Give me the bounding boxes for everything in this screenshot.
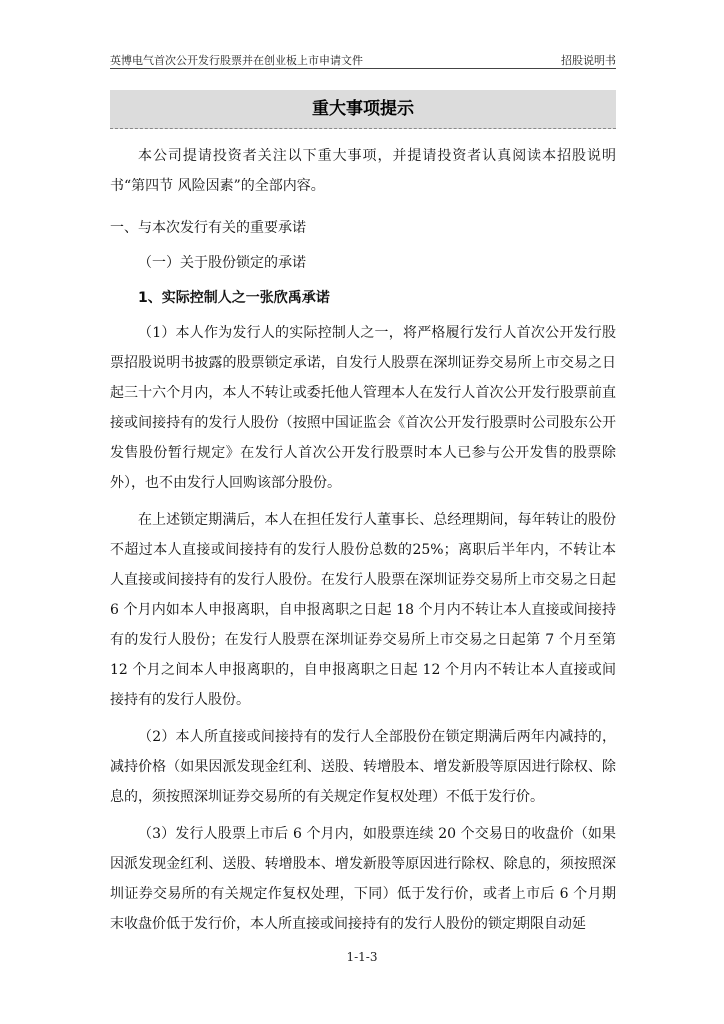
body-paragraph: （3）发行人股票上市后 6 个月内，如股票连续 20 个交易日的收盘价（如果因派发现金红利、送股、转增股本、增发新股等原因进行除权、除息的，须按照深圳证券交易所的有关规定作复权处理，下同）低于发行价，或者上市后 6 个月期末收盘价低于发行价，本人所直接或间接持有的发行人股份的锁定期限自动延 <box>110 826 616 932</box>
section-heading-1: 一、与本次发行有关的重要承诺 <box>110 220 306 236</box>
document-body <box>110 141 616 939</box>
header-document-title: 英博电气首次公开发行股票并在创业板上市申请文件 <box>110 54 363 67</box>
body-paragraph: （2）本人所直接或间接持有的发行人全部股份在锁定期满后两年内减持的，减持价格（如果因派发现金红利、送股、转增股本、增发新股等原因进行除权、除息的，须按照深圳证券交易所的有关规定作复权处理）不低于发行价。 <box>110 729 616 805</box>
header-section-label: 招股说明书 <box>561 54 616 67</box>
subsection-heading-1: （一）关于股份锁定的承诺 <box>138 255 306 271</box>
body-paragraph: 在上述锁定期满后，本人在担任发行人董事长、总经理期间，每年转让的股份不超过本人直接或间接持有的发行人股份总数的25%；离职后半年内，不转让本人直接或间接持有的发行人股份。在发行人股票在深圳证券交易所上市交易之日起 6 个月内如本人申报离职，自申报离职之日起 18 个月内不转让本人直接或间接持有的发行人股份；在发行人股票在深圳证券交易所上市交易之日起第 7 个月至第 12 个月之间本人申报离职的，自申报离职之日起 12 个月内不转让本人直接或间接持有的发行人股份。 <box>110 512 616 708</box>
page-header <box>110 50 616 69</box>
item-heading-1: 1、实际控制人之一张欣禹承诺 <box>138 290 330 306</box>
intro-paragraph: 本公司提请投资者关注以下重大事项，并提请投资者认真阅读本招股说明书“第四节 风险因素”的全部内容。 <box>110 148 616 194</box>
page-number: 1-1-3 <box>346 950 378 964</box>
page-title: 重大事项提示 <box>110 90 616 129</box>
body-paragraph: （1）本人作为发行人的实际控制人之一，将严格履行发行人首次公开发行股票招股说明书披露的股票锁定承诺，自发行人股票在深圳证券交易所上市交易之日起三十六个月内，本人不转让或委托他人管理本人在发行人首次公开发行股票前直接或间接持有的发行人股份（按照中国证监会《首次公开发行股票时公司股东公开发售股份暂行规定》在发行人首次公开发行股票时本人已参与公开发售的股票除外），也不由发行人回购该部分股份。 <box>110 325 616 491</box>
